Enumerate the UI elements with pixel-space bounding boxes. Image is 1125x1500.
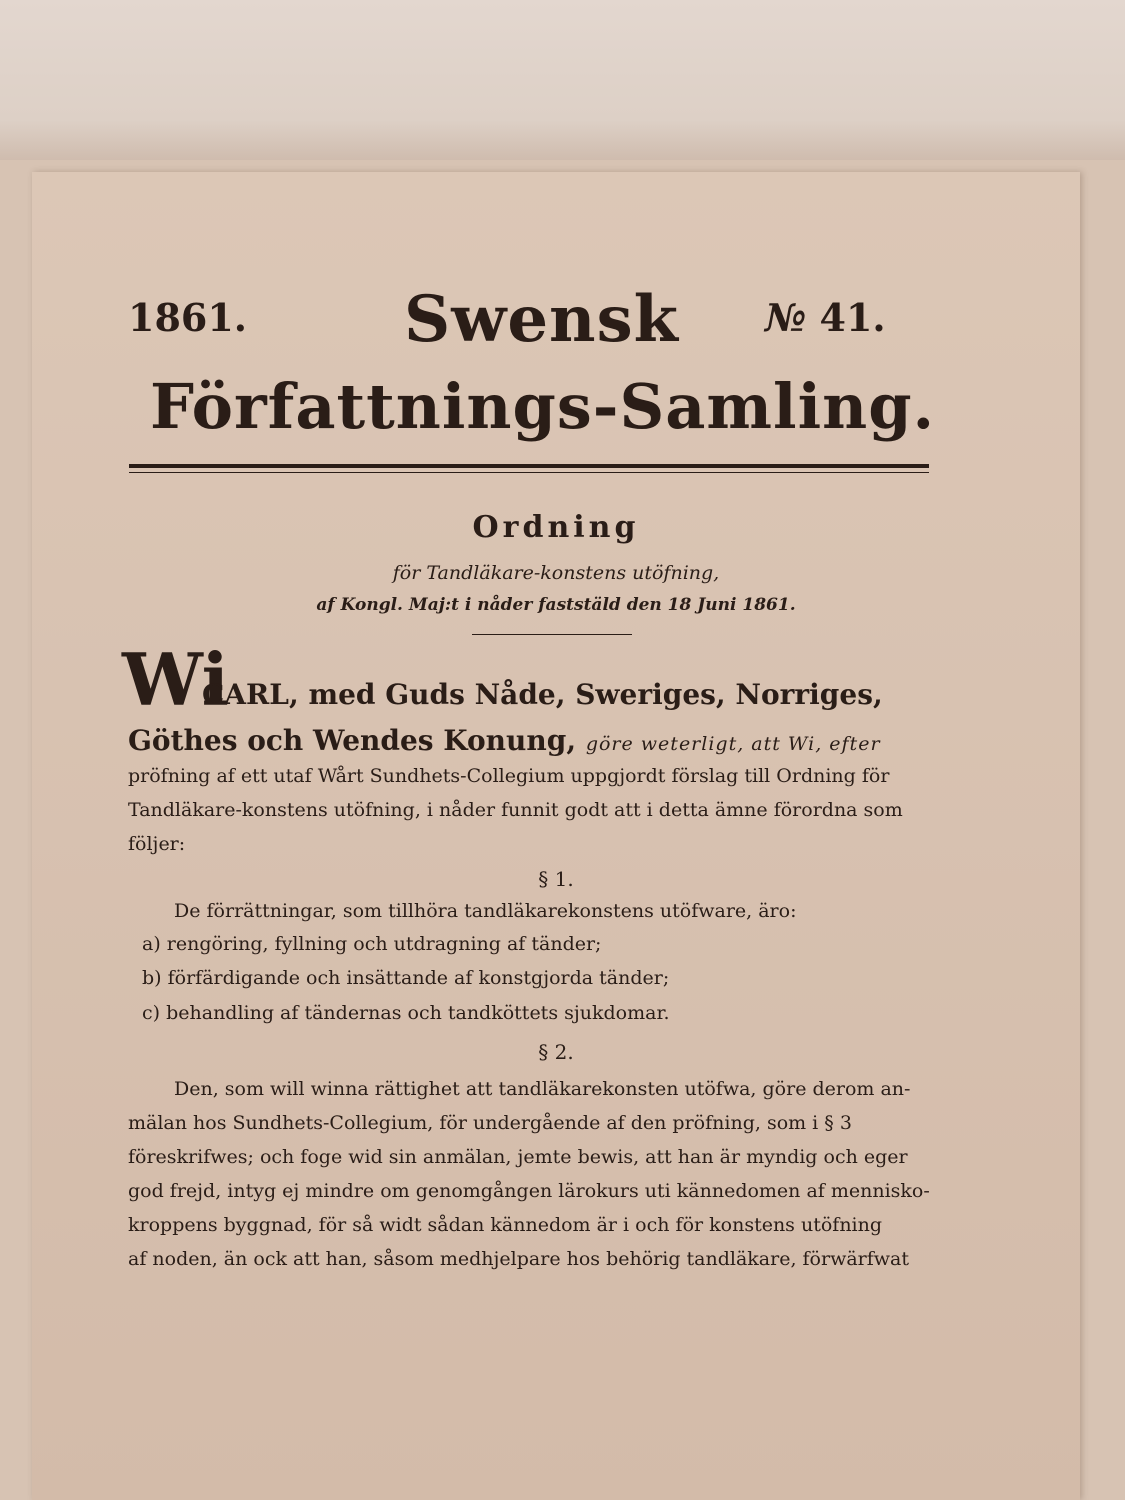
ordinance-subheading: för Tandläkare-konstens utöfning, — [392, 562, 720, 584]
section-1-item: c) behandling af tändernas och tandköttets sjukdomar. — [142, 1002, 670, 1024]
section-2-line: god frejd, intyg ej mindre om genomgången lärokurs uti kännedomen af mennisko- — [128, 1180, 930, 1202]
intro-line-5: följer: — [128, 833, 186, 855]
document-page — [32, 172, 1080, 1500]
section-2-line: mälan hos Sundhets-Collegium, för undergående af den pröfning, som i § 3 — [128, 1112, 852, 1134]
section-1-sign: § 1. — [538, 867, 574, 891]
title-line-1: Swensk — [404, 282, 679, 357]
number-sign: № — [765, 295, 807, 340]
section-1-lead: De förrättningar, som tillhöra tandläkarekonstens utöfware, äro: — [174, 900, 797, 922]
intro-line-2-bold: Göthes och Wendes Konung, — [128, 724, 577, 757]
intro-line-4: Tandläkare-konstens utöfning, i nåder funnit godt att i detta ämne förordna som — [128, 799, 903, 821]
section-2-line: af noden, än ock att han, såsom medhjelpare hos behörig tandläkare, förwärfwat — [128, 1248, 910, 1270]
intro-line-1: CARL, med Guds Nåde, Sweriges, Norriges, — [202, 678, 883, 711]
section-2-line: föreskrifwes; och foge wid sin anmälan, jemte bewis, att han är myndig och eger — [128, 1146, 908, 1168]
number-value: 41. — [819, 295, 886, 340]
issue-number — [765, 295, 886, 340]
ordinance-heading: Ordning — [472, 510, 640, 545]
section-2-line: kroppens byggnad, för så widt sådan kännedom är i och för konstens utöfning — [128, 1214, 883, 1236]
decree-line: af Kongl. Maj:t i nåder faststäld den 18 Juni 1861. — [316, 595, 796, 615]
section-2-sign: § 2. — [538, 1040, 574, 1064]
header-rule-thick — [129, 464, 929, 468]
issue-year: 1861. — [128, 295, 247, 340]
header-rule-thin — [129, 472, 929, 473]
title-line-2: Författnings-Samling. — [150, 370, 936, 443]
section-1-item: b) förfärdigande och insättande af konstgjorda tänder; — [142, 967, 670, 989]
section-divider — [472, 634, 632, 635]
section-2-line: Den, som will winna rättighet att tandläkarekonsten utöfwa, göre derom an- — [174, 1078, 911, 1100]
intro-line-2-rest: göre weterligt, att Wi, efter — [585, 733, 881, 755]
drop-cap: Wi — [122, 637, 229, 722]
section-1-item: a) rengöring, fyllning och utdragning af tänder; — [142, 933, 602, 955]
intro-line-2 — [128, 724, 881, 757]
intro-line-3: pröfning af ett utaf Wårt Sundhets-Collegium uppgjordt förslag till Ordning för — [128, 765, 890, 787]
